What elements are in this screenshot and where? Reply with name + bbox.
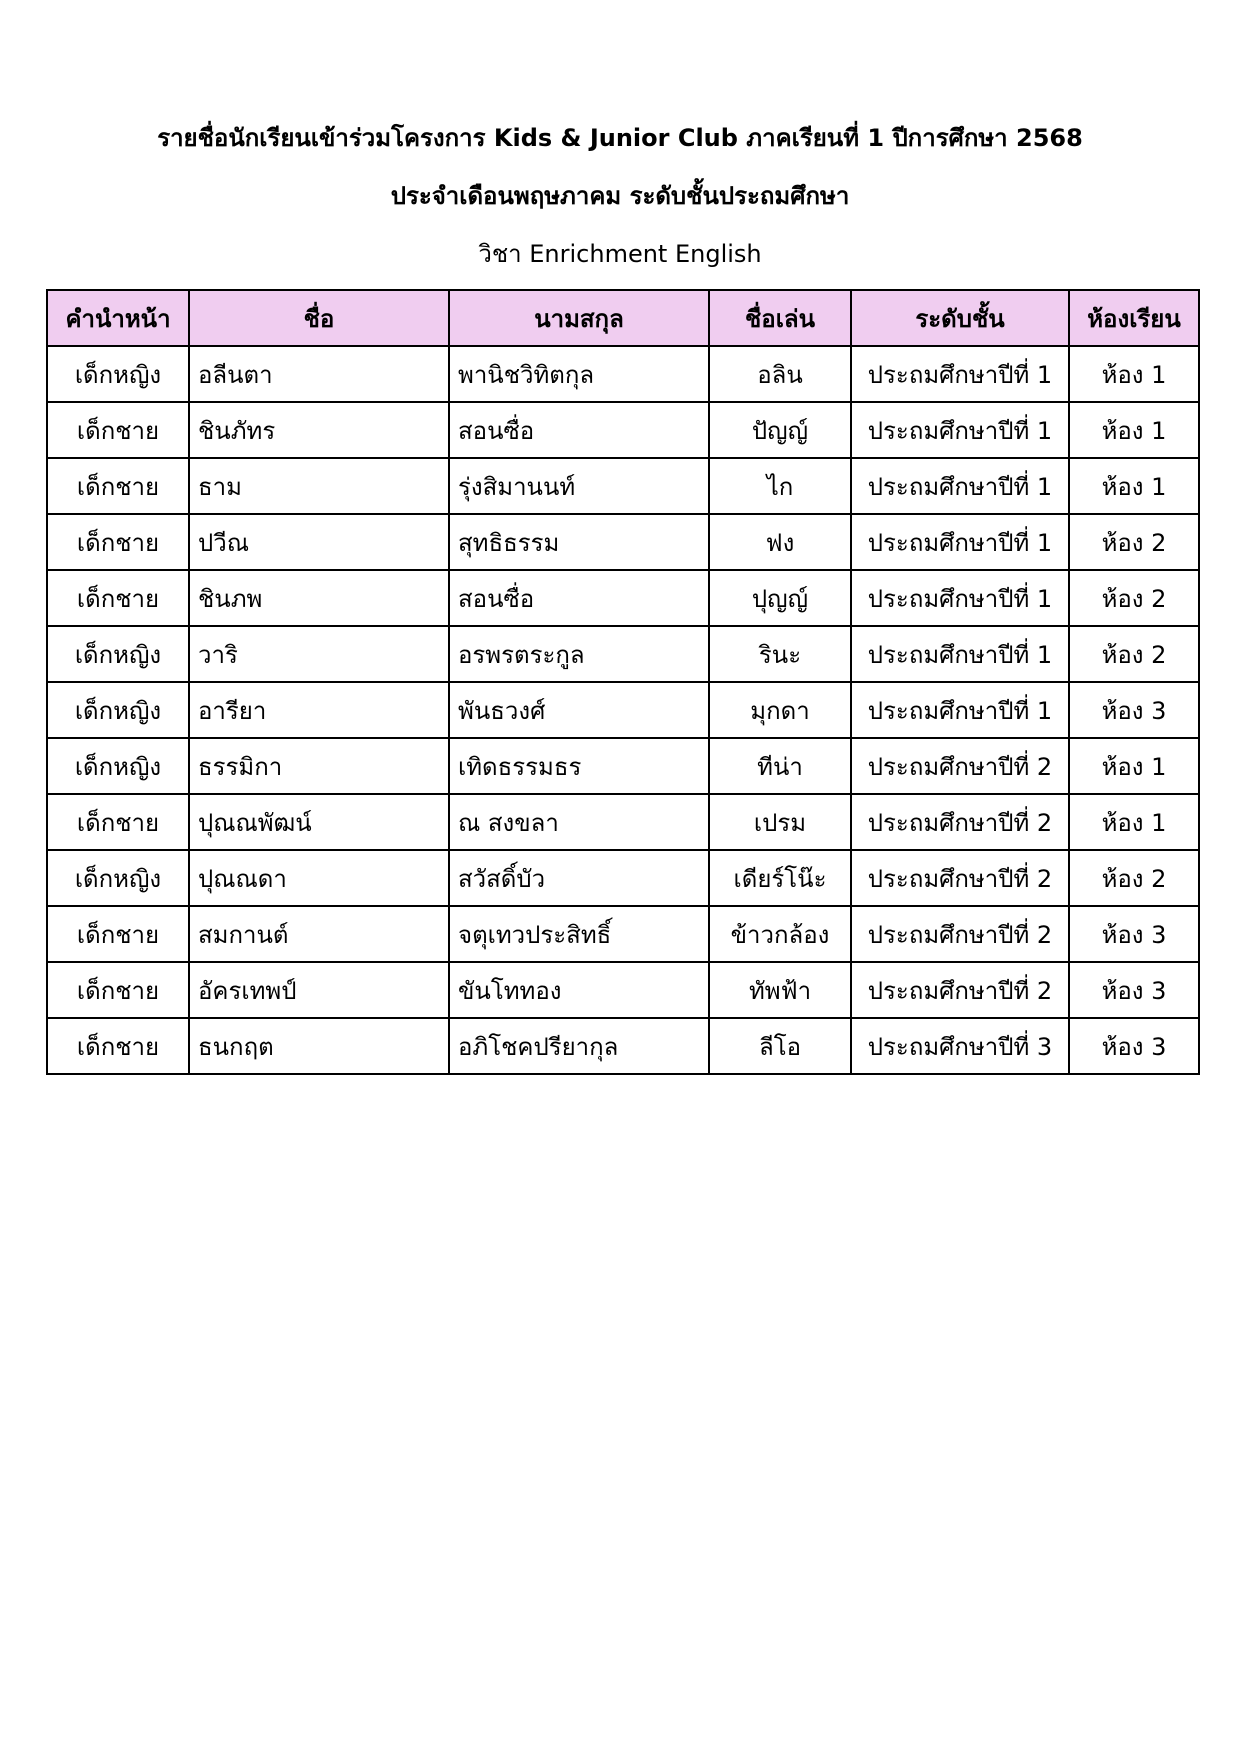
cell-grade-level: ประถมศึกษาปีที่ 2: [851, 794, 1069, 850]
table-row: [47, 626, 1199, 682]
cell-classroom: ห้อง 1: [1069, 794, 1199, 850]
cell-last-name: อรพรตระกูล: [449, 626, 709, 682]
cell-first-name: วาริ: [189, 626, 449, 682]
student-roster-table: [46, 289, 1200, 1075]
cell-first-name: ปวีณ: [189, 514, 449, 570]
table-row: [47, 514, 1199, 570]
document-subtitle: ประจำเดือนพฤษภาคม ระดับชั้นประถมศึกษา: [390, 182, 850, 210]
cell-first-name: ชินภัทร: [189, 402, 449, 458]
cell-nickname: ลีโอ: [709, 1018, 851, 1074]
cell-classroom: ห้อง 3: [1069, 962, 1199, 1018]
cell-prefix: เด็กหญิง: [47, 626, 189, 682]
cell-classroom: ห้อง 3: [1069, 1018, 1199, 1074]
column-header-grade-level: ระดับชั้น: [851, 290, 1069, 346]
column-header-last-name: นามสกุล: [449, 290, 709, 346]
cell-nickname: เปรม: [709, 794, 851, 850]
cell-first-name: ธรรมิกา: [189, 738, 449, 794]
cell-grade-level: ประถมศึกษาปีที่ 2: [851, 850, 1069, 906]
cell-grade-level: ประถมศึกษาปีที่ 1: [851, 514, 1069, 570]
column-header-nickname: ชื่อเล่น: [709, 290, 851, 346]
cell-first-name: อัครเทพป์: [189, 962, 449, 1018]
table-row: [47, 402, 1199, 458]
table-row: [47, 738, 1199, 794]
cell-last-name: เทิดธรรมธร: [449, 738, 709, 794]
cell-grade-level: ประถมศึกษาปีที่ 2: [851, 738, 1069, 794]
cell-prefix: เด็กชาย: [47, 794, 189, 850]
cell-classroom: ห้อง 2: [1069, 850, 1199, 906]
document-title: รายชื่อนักเรียนเข้าร่วมโครงการ Kids & Junior Club ภาคเรียนที่ 1 ปีการศึกษา 2568: [157, 124, 1083, 152]
cell-prefix: เด็กชาย: [47, 906, 189, 962]
table-row: [47, 794, 1199, 850]
table-row: [47, 682, 1199, 738]
cell-nickname: ปัญญ์: [709, 402, 851, 458]
cell-classroom: ห้อง 2: [1069, 626, 1199, 682]
table-row: [47, 906, 1199, 962]
cell-prefix: เด็กหญิง: [47, 850, 189, 906]
cell-nickname: ทีน่า: [709, 738, 851, 794]
table-row: [47, 1018, 1199, 1074]
cell-last-name: พานิชวิทิตกุล: [449, 346, 709, 402]
cell-classroom: ห้อง 2: [1069, 514, 1199, 570]
cell-grade-level: ประถมศึกษาปีที่ 2: [851, 906, 1069, 962]
cell-first-name: ธนกฤต: [189, 1018, 449, 1074]
cell-grade-level: ประถมศึกษาปีที่ 1: [851, 402, 1069, 458]
cell-prefix: เด็กชาย: [47, 1018, 189, 1074]
cell-grade-level: ประถมศึกษาปีที่ 1: [851, 346, 1069, 402]
cell-last-name: สุทธิธรรม: [449, 514, 709, 570]
cell-classroom: ห้อง 1: [1069, 346, 1199, 402]
cell-classroom: ห้อง 3: [1069, 906, 1199, 962]
cell-grade-level: ประถมศึกษาปีที่ 1: [851, 626, 1069, 682]
cell-first-name: ปุณณดา: [189, 850, 449, 906]
cell-first-name: อลีนตา: [189, 346, 449, 402]
cell-grade-level: ประถมศึกษาปีที่ 2: [851, 962, 1069, 1018]
column-header-first-name: ชื่อ: [189, 290, 449, 346]
column-header-prefix: คำนำหน้า: [47, 290, 189, 346]
cell-last-name: สวัสดิ์บัว: [449, 850, 709, 906]
cell-classroom: ห้อง 3: [1069, 682, 1199, 738]
cell-prefix: เด็กชาย: [47, 962, 189, 1018]
cell-prefix: เด็กหญิง: [47, 682, 189, 738]
cell-prefix: เด็กชาย: [47, 458, 189, 514]
cell-last-name: สอนซื่อ: [449, 570, 709, 626]
cell-prefix: เด็กชาย: [47, 402, 189, 458]
cell-nickname: เดียร์โน๊ะ: [709, 850, 851, 906]
cell-grade-level: ประถมศึกษาปีที่ 3: [851, 1018, 1069, 1074]
cell-first-name: ชินภพ: [189, 570, 449, 626]
cell-prefix: เด็กหญิง: [47, 346, 189, 402]
cell-prefix: เด็กหญิง: [47, 738, 189, 794]
cell-nickname: ปุญญ์: [709, 570, 851, 626]
cell-classroom: ห้อง 1: [1069, 402, 1199, 458]
cell-nickname: ข้าวกล้อง: [709, 906, 851, 962]
cell-prefix: เด็กชาย: [47, 570, 189, 626]
cell-classroom: ห้อง 1: [1069, 458, 1199, 514]
column-header-classroom: ห้องเรียน: [1069, 290, 1199, 346]
cell-classroom: ห้อง 2: [1069, 570, 1199, 626]
cell-nickname: ฟง: [709, 514, 851, 570]
table-row: [47, 458, 1199, 514]
cell-last-name: รุ่งสิมานนท์: [449, 458, 709, 514]
cell-last-name: พันธวงศ์: [449, 682, 709, 738]
cell-classroom: ห้อง 1: [1069, 738, 1199, 794]
cell-grade-level: ประถมศึกษาปีที่ 1: [851, 458, 1069, 514]
cell-nickname: รินะ: [709, 626, 851, 682]
cell-grade-level: ประถมศึกษาปีที่ 1: [851, 570, 1069, 626]
table-row: [47, 346, 1199, 402]
cell-first-name: อารียา: [189, 682, 449, 738]
cell-last-name: จตุเทวประสิทธิ์: [449, 906, 709, 962]
cell-first-name: สมกานต์: [189, 906, 449, 962]
table-header-row: [47, 290, 1199, 346]
table-row: [47, 570, 1199, 626]
cell-nickname: ทัพฟ้า: [709, 962, 851, 1018]
table-row: [47, 850, 1199, 906]
cell-nickname: อลิน: [709, 346, 851, 402]
cell-first-name: ปุณณพัฒน์: [189, 794, 449, 850]
cell-last-name: สอนซื่อ: [449, 402, 709, 458]
cell-last-name: ขันโททอง: [449, 962, 709, 1018]
cell-nickname: มุกดา: [709, 682, 851, 738]
cell-prefix: เด็กชาย: [47, 514, 189, 570]
subject-title: วิชา Enrichment English: [478, 240, 762, 268]
cell-nickname: ไก: [709, 458, 851, 514]
cell-first-name: ธาม: [189, 458, 449, 514]
cell-grade-level: ประถมศึกษาปีที่ 1: [851, 682, 1069, 738]
cell-last-name: อภิโชคปรียากุล: [449, 1018, 709, 1074]
cell-last-name: ณ สงขลา: [449, 794, 709, 850]
table-row: [47, 962, 1199, 1018]
